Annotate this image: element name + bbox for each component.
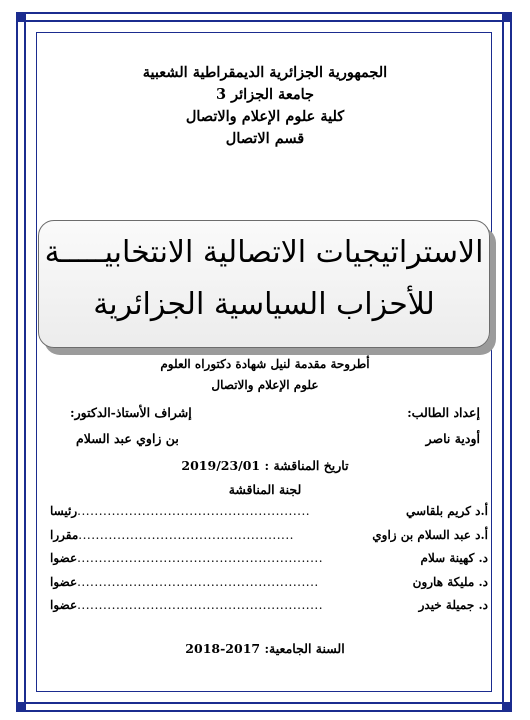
supervisor-name: بن زاوي عبد السلام — [76, 431, 179, 446]
committee-member — [50, 575, 488, 599]
academic-year: السنة الجامعية: 2017-2018 — [185, 641, 345, 656]
corner-ornament — [502, 12, 512, 22]
member-name: د. مليكة هارون — [412, 574, 488, 589]
member-name: د. جميلة خيدر — [418, 598, 488, 612]
degree-statement — [0, 354, 530, 396]
member-name: د. كهينة سلام — [420, 551, 488, 565]
member-role: رئيسا — [50, 504, 78, 518]
leader-dots: .................................................. — [78, 527, 294, 542]
thesis-title-box — [38, 220, 490, 348]
committee-member — [50, 551, 488, 575]
member-role: عضوا — [50, 574, 78, 589]
student-name: أودية ناصر — [425, 431, 480, 446]
corner-ornament — [16, 702, 26, 712]
defense-date: تاريخ المناقشة : 2019/23/01 — [181, 458, 349, 473]
member-role: مقررا — [50, 527, 79, 542]
committee-member — [50, 598, 488, 622]
thesis-title-line-2: للأحزاب السياسية الجزائرية — [93, 287, 435, 322]
committee-list — [50, 504, 488, 622]
member-name: أ.د عبد السلام بن زاوي — [372, 527, 488, 542]
member-role: عضوا — [50, 598, 78, 612]
republic-name: الجمهورية الجزائرية الديمقراطية الشعبية — [142, 64, 388, 81]
leader-dots: ........................................................ — [77, 574, 319, 589]
university-name: جامعة الجزائر 3 — [216, 86, 314, 103]
leader-dots: ......................................................... — [77, 598, 324, 612]
corner-ornament — [502, 702, 512, 712]
faculty-name: كلية علوم الإعلام والاتصال — [185, 108, 345, 125]
department-name: قسم الاتصال — [225, 130, 305, 147]
degree-line-1: أطروحة مقدمة لنيل شهادة دكتوراه العلوم — [160, 357, 370, 371]
defense-info — [0, 454, 530, 502]
institution-header — [0, 62, 530, 150]
leader-dots: ......................................................... — [77, 551, 324, 565]
committee-member — [50, 504, 488, 528]
corner-ornament — [16, 12, 26, 22]
committee-title: لجنة المناقشة — [228, 482, 302, 497]
thesis-title-line-1: الاستراتيجيات الاتصالية الانتخابيـــــة — [44, 235, 484, 270]
prepared-by-label: إعداد الطالب: — [407, 405, 480, 420]
committee-member — [50, 528, 488, 552]
member-role: عضوا — [50, 551, 78, 565]
member-name: أ.د كريم بلقاسي — [406, 504, 488, 518]
leader-dots: ...................................................... — [77, 504, 311, 518]
degree-line-2: علوم الإعلام والاتصال — [211, 378, 319, 392]
supervisor-label: إشراف الأستاذ-الدكتور: — [70, 405, 192, 420]
